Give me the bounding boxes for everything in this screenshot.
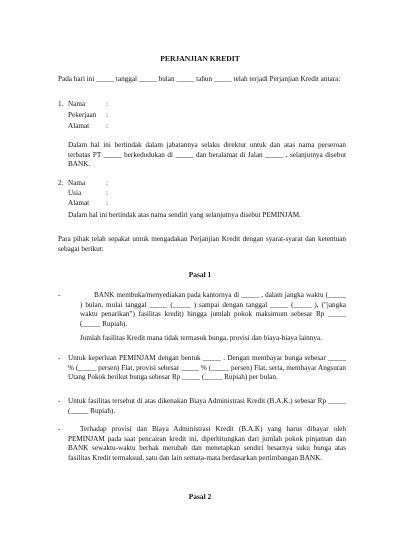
party-2-name-label: Nama — [68, 179, 86, 187]
document-title: PERJANJIAN KREDIT — [160, 54, 240, 63]
pasal-1-item-3-dash: - — [58, 397, 61, 405]
pasal-1-item-4-dash: - — [58, 425, 61, 433]
pasal-1-item-1-dash: - — [58, 291, 61, 299]
agreement-paragraph: Para pihak telah sepakat untuk mengadakan Perjanjian Kredit dengan syarat-syarat dan ketentuan sebagai berikut: — [58, 235, 346, 253]
party-2-number: 2. — [58, 179, 64, 187]
party-2-description: Dalam hal ini bertindak atas nama sendiri yang selanjutnya disebut PEMINJAM. — [68, 211, 301, 219]
party-2-address-colon: : — [106, 199, 108, 207]
pasal-1-note: Jumlah fasilitas Kredit mana tidak termasuk bunga, provisi dan biaya-biaya lainnya. — [80, 334, 322, 342]
pasal-1-item-1: BANK membuka/menyediakan pada kantornya di _____ , dalam jangka waktu (_____ ) bulan, mulai tanggal _____ (_____ ) sampai dengan tanggal _____ (_____ ), ("jangka waktu penarikan") fasilitas kredit) hingga jumlah pokok maksimum sebesar Rp _____ (_____ Rupiah). — [80, 291, 346, 328]
party-2-address-label: Alamat — [68, 199, 90, 207]
party-1-description: Dalam hal ini bertindak dalam jabatannya selaku direktur untuk dan atas nama perseroan terbatas PT _____ berkedudukan di _____ dan beralamat di Jalan _____ , selanjutnya disebut BANK. — [68, 141, 346, 169]
party-1-name-colon: : — [106, 100, 108, 108]
pasal-1-heading: Pasal 1 — [188, 270, 212, 279]
opening-paragraph: Pada hari ini _____ tanggal _____ bulan _____ tahun _____ telah terjadi Perjanjian Kredit antara: — [58, 75, 341, 83]
party-2-age-colon: : — [106, 189, 108, 197]
pasal-2-heading: Pasal 2 — [188, 492, 212, 501]
pasal-1-item-2: Untuk keperluan PEMINJAM dengan bentuk _____ . Dengan membayar bunga sebesar _____ % (_____ persen) Flat, provisi sebesar _____ % (_____ persen) Flat, serta, membayar Angsuran Utang Pokok berikut bunga sebesar Rp _____ (_____ Rupiah) per bulan. — [68, 354, 346, 382]
party-1-address-colon: : — [106, 122, 108, 130]
party-2-age-label: Usia — [68, 189, 82, 197]
party-1-job-colon: : — [106, 111, 108, 119]
party-2-name-colon: : — [106, 179, 108, 187]
pasal-1-item-3: Untuk fasilitas tersebut di atas dikenakan Biaya Administrasi Kredit (B.A.K.) sebesar Rp _____ (_____ Rupiah). — [68, 397, 346, 415]
party-1-job-label: Pekerjaan — [68, 111, 97, 119]
party-1-address-label: Alamat — [68, 122, 90, 130]
pasal-1-item-2-dash: - — [58, 354, 61, 362]
party-1-number: 1. — [58, 100, 64, 108]
party-1-name-label: Nama — [68, 100, 86, 108]
pasal-1-item-4: Terhadap provisi dan Biaya Administrasi Kredit (B.A.K) yang harus dibayar oleh PEMINJAM pada saat pencairan kredit ini, diperhitungkan dari jumlah pokok pinjaman dan BANK sewaktu-waktu berhak merubah dan menetapkan sendiri besarnya suku bunga atas fasilitas Kredit termaksud, satu dan lain semata-mata berdasarkan pertimbangan BANK. — [68, 425, 346, 462]
